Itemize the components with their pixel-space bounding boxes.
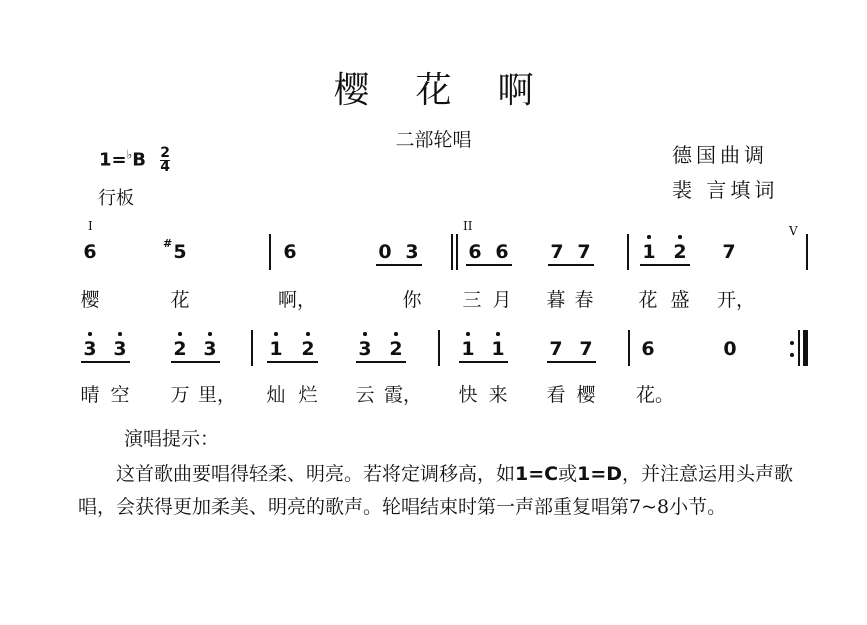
note-value: 1: [269, 338, 283, 360]
tempo-marking: 行板: [98, 188, 134, 209]
note-high: [639, 241, 659, 263]
high-dot: [363, 332, 367, 336]
barline: [628, 330, 630, 366]
credit-music: 德国曲调: [672, 143, 768, 167]
lyric: 烂: [298, 384, 318, 406]
high-dot: [647, 235, 651, 239]
high-dot: [88, 332, 92, 336]
key-prefix: 1=: [99, 149, 127, 171]
lyric: 樱: [80, 289, 100, 311]
barline: [251, 330, 253, 366]
note: 7: [579, 338, 593, 360]
final-barline: [798, 330, 800, 366]
note-value: 2: [301, 338, 315, 360]
tips-heading: 演唱提示：: [124, 428, 220, 450]
note: 6: [495, 241, 509, 263]
note: 3: [405, 241, 419, 263]
beam: [81, 361, 130, 363]
note-high: [458, 338, 478, 360]
part2-mark: II: [463, 219, 473, 233]
lyric: 看: [546, 384, 566, 406]
beam: [459, 361, 508, 363]
barline: [438, 330, 440, 366]
tips-text-a: 这首歌曲要唱得轻柔、明亮。若将定调移高，如: [78, 463, 516, 485]
tips-or: 或: [558, 463, 578, 485]
lyric: 云: [355, 384, 375, 406]
note-value: 2: [173, 338, 187, 360]
lyric: 花: [170, 289, 190, 311]
lyric: 花。: [636, 384, 675, 406]
time-top: 2: [160, 145, 171, 161]
lyric: 花: [638, 289, 658, 311]
note-high: [355, 338, 375, 360]
barline: [806, 234, 808, 270]
beam: [548, 264, 594, 266]
note-value: 1: [491, 338, 505, 360]
note: 6: [468, 241, 482, 263]
note-value: 1: [642, 241, 656, 263]
lyric: 空: [110, 384, 130, 406]
lyric: 来: [488, 384, 508, 406]
high-dot: [306, 332, 310, 336]
high-dot: [394, 332, 398, 336]
lyric: 春: [574, 289, 594, 311]
lyric: 月: [492, 289, 512, 311]
barline: [627, 234, 629, 270]
page-title: 樱花啊: [333, 70, 580, 111]
note-value: 1: [461, 338, 475, 360]
tips-bars: 7~8: [629, 496, 670, 518]
high-dot: [208, 332, 212, 336]
note-high: [80, 338, 100, 360]
part1-mark: I: [88, 219, 93, 233]
tips-text-b: ，并注意运用头声歌唱，会获得更加柔美、明亮的歌声。轮唱结束时第一声部重复唱第: [78, 463, 794, 518]
note: 7: [550, 241, 564, 263]
repeat-dot: [790, 353, 794, 357]
key-tone: B: [132, 149, 147, 171]
flat-sign: ♭: [126, 147, 133, 162]
note-high: [298, 338, 318, 360]
beam: [356, 361, 406, 363]
note-value: 3: [203, 338, 217, 360]
note-high: [488, 338, 508, 360]
note-value: 3: [113, 338, 127, 360]
tips-key-d: 1=D: [577, 463, 623, 485]
note: 6: [83, 241, 97, 263]
lyric: 盛: [670, 289, 690, 311]
lyric: 暮: [546, 289, 566, 311]
note: 7: [549, 338, 563, 360]
time-bottom: 4: [160, 159, 171, 175]
note-high: [200, 338, 220, 360]
note-value: 3: [358, 338, 372, 360]
sharp-sign: #: [163, 237, 173, 250]
end-mark: V: [789, 224, 798, 238]
lyric: 万: [170, 384, 190, 406]
credit-lyrics: 裴 言填词: [672, 178, 779, 202]
note-high: [386, 338, 406, 360]
note: 6: [641, 338, 655, 360]
note-high: [670, 241, 690, 263]
barline: [269, 234, 271, 270]
barline: [451, 234, 453, 270]
note-high: [170, 338, 190, 360]
time-signature: [160, 147, 170, 174]
tips-text: [78, 458, 798, 524]
high-dot: [496, 332, 500, 336]
note-high: [266, 338, 286, 360]
note-value: 2: [389, 338, 403, 360]
lyric: 你: [402, 289, 422, 311]
beam: [171, 361, 220, 363]
high-dot: [178, 332, 182, 336]
lyric: 樱: [576, 384, 596, 406]
lyric: 三: [462, 289, 482, 311]
repeat-dot: [790, 341, 794, 345]
lyric: 快: [458, 384, 478, 406]
lyric: 霞，: [384, 384, 423, 406]
lyric: 灿: [266, 384, 286, 406]
high-dot: [678, 235, 682, 239]
lyric: 晴: [80, 384, 100, 406]
tips-text-c: 小节。: [669, 496, 727, 518]
lyric: 里，: [198, 384, 237, 406]
lyric: 啊，: [278, 289, 317, 311]
note: 7: [577, 241, 591, 263]
high-dot: [274, 332, 278, 336]
beam: [466, 264, 512, 266]
note: 0: [378, 241, 392, 263]
barline: [456, 234, 458, 270]
tips-key-c: 1=C: [515, 463, 559, 485]
key-signature: [99, 147, 170, 174]
high-dot: [118, 332, 122, 336]
subtitle: 二部轮唱: [395, 129, 472, 151]
final-barline-thick: [803, 330, 808, 366]
note-sharp: [163, 237, 190, 263]
note-value: 2: [673, 241, 687, 263]
note: 7: [722, 241, 736, 263]
lyric: 开，: [717, 289, 756, 311]
high-dot: [466, 332, 470, 336]
note-value: 5: [173, 241, 187, 263]
note: 6: [283, 241, 297, 263]
beam: [376, 264, 422, 266]
beam: [267, 361, 318, 363]
beam: [640, 264, 690, 266]
note-value: 3: [83, 338, 97, 360]
note-high: [110, 338, 130, 360]
beam: [547, 361, 596, 363]
note: 0: [723, 338, 737, 360]
